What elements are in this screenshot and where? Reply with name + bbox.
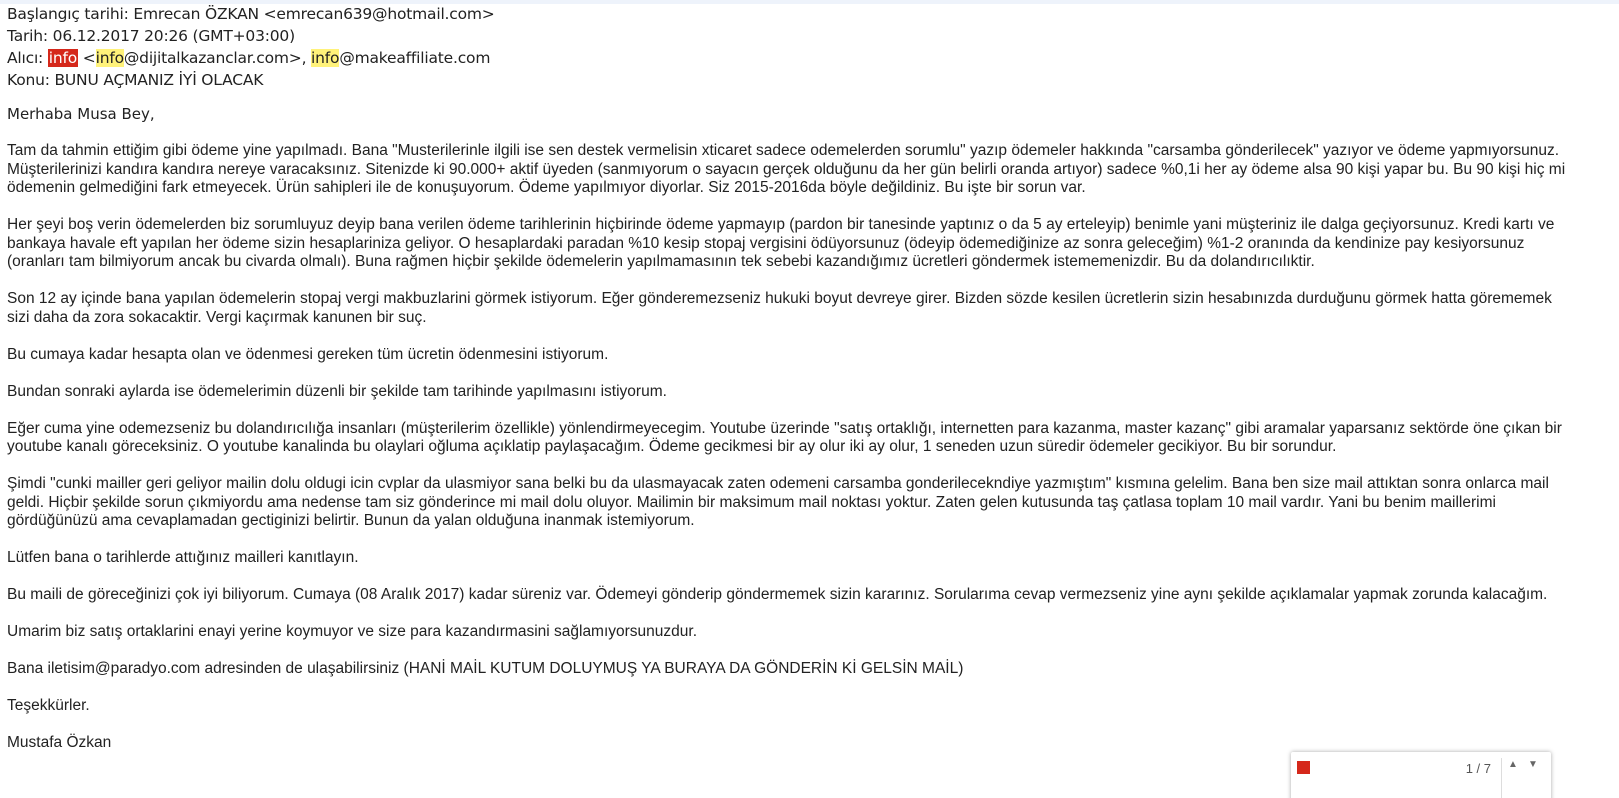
signature: Mustafa Özkan [7,734,112,751]
paragraph: Son 12 ay içinde bana yapılan ödemelerin stopaj vergi makbuzlarini görmek istiyorum. Eğer gönderemezseniz hukuki boyut devreye girer. Bizden sözde kesilen ücretlerin sizin hesabınızda durduğunu görmek hatta görememek sizi daha da zora sokacaktir. Vergi kaçırmak kanunen bir suç. [7,290,1552,326]
search-highlight: info [311,49,340,67]
to-prefix: Alıcı: [7,49,48,67]
paragraph: Her şeyi boş verin ödemelerden biz sorumluyuz deyip bana verilen ödeme tarihlerinin hiçbirinde ödeme yapmayıp (pardon bir tanesinde yaptınız o da 5 ay erteleyip) benimle yani müşteriniz ile dalga geçiyorsunuz. Kredi kartı ve bankaya havale eft yapılan her ödeme sizin hesaplariniza geliyor. O hesaplardaki paradan %10 kesip stopaj vergisini ödüyorsunuz (ödeyip ödemediğinize az sonra geleceğim) %1-2 oranında da kendinize pay kesiyorsunuz (oranları tam bilmiyorum ancak bu civarda olmalı). Buna rağmen hiçbir şekilde ödemelerin yapılmamasının tek sebebi kazandığımız ücretleri göndermek istememenizdir. Bu da dolandırıcılıktir. [7,216,1555,270]
paragraph: Umarim biz satış ortaklarini enayi yerine koymuyor ve size para kazandırmasini sağlamıyorsunuzdur. [7,623,698,640]
closing: Teşekkürler. [7,697,90,714]
paragraph: Lütfen bana o tarihlerde attığınız mailleri kanıtlayın. [7,549,359,566]
paragraph: Bana iletisim@paradyo.com adresinden de ulaşabilirsiniz (HANİ MAİL KUTUM DOLUYMUŞ YA BURAYA DA GÖNDERİN Kİ GELSİN MAİL) [7,660,964,677]
paragraph: Bu maili de göreceğinizi çok iyi biliyorum. Cumaya (08 Aralık 2017) kadar süreniz var. Ödemeyi gönderip göndermemek sizin kararınız. Sorularıma cevap vermezseniz yine aynı şekilde açıklamalar yapmak zorunda kalacağım. [7,586,1548,603]
paragraph: Bu cumaya kadar hesapta olan ve ödenmesi gereken tüm ücretin ödenmesini istiyorum. [7,345,609,363]
paragraph: Bundan sonraki aylarda ise ödemelerimin düzenli bir şekilde tam tarihinde yapılmasını istiyorum. [7,382,667,400]
search-highlight-current: info [48,49,78,67]
find-match-count: 1 / 7 [1465,761,1491,776]
to-line [7,47,495,69]
subject-line: Konu: BUNU AÇMANIZ İYİ OLACAK [7,71,264,89]
from-line: Başlangıç tarihi: Emrecan ÖZKAN <emrecan639@hotmail.com> [7,5,495,23]
paragraph: Eğer cuma yine odemezseniz bu dolandırıcılığa insanları (müşterilerim özellikle) yönlendirmeyecegim. Youtube üzerinde "satış ortaklığı, internetten para kazanma, master kazanç" gibi aramalar yaparsanız sektörde öne çıkan bir youtube kanalı göreceksiniz. O youtube kanalinda bu olaylari oğluma açıklatip paylaşacağım. Ödeme gecikmesi bir ay olur iki ay olur, 1 seneden uzun süredir ödemeler gecikiyor. Bu bir sorundur. [7,419,1562,455]
paragraph: Şimdi "cunki mailler geri geliyor mailin dolu oldugi icin cvplar da ulasmiyor sana belki bu da ulasmayacak zaten odemeni carsamba gonderilecekndiye yazmıştım" kısmına gelelim. Bana ben size mail attıktan sonra onlarca mail geldi. Hiçbir şekilde sorun çıkmiyordu ama nedense tam siz gönderince mi mail dolu oluyor. Mailimin bir maksimum mail noktası yoktur. Zaten gelen kutusunda taş çatlasa toplam 10 mail vardır. Yani bu benim maillerimi gördüğünüzü ama cevaplamadan gectiginizi belirtir. Bunun da yalan olduğuna inanmak istemiyorum. [7,475,1549,529]
search-highlight: info [95,49,124,67]
greeting: Merhaba Musa Bey, [7,105,155,123]
paragraph: Tam da tahmin ettiğim gibi ödeme yine yapılmadı. Bana "Musterilerinle ilgili ise sen destek vermelisin xticaret sadece odemelerden sorumlu" yazıp ödemeler hakkında "carsamba gönderilecek" yazıyor ve ödeme yapmıyorsunuz. Müşterilerinizi kandıra kandıra nereye varacaksınız. Sitenizde ki 90.000+ aktif üyeden (sanmıyorum o sayacın gerçek olduğunu da her gün belirli oranda artıyor) sadece %0,1i her ay ödeme alsa 90 kişi yapar bu. Bu 90 kişi hiç mi ödemenin gelmediğini fark etmeyecek. Ürün sahipleri ile de konuşuyorum. Ödeme yapılmıyor diyorlar. Siz 2015-2016da böyle değildiniz. Bu işte bir sorun var. [7,142,1566,196]
to-text: < [78,49,96,67]
find-divider [1501,758,1502,798]
highlight-swatch-icon [1297,761,1310,774]
email-body [7,105,1567,771]
to-text: @dijitalkazanclar.com>, [123,49,312,67]
to-text: @makeaffiliate.com [339,49,491,67]
chevron-down-icon[interactable]: ▼ [1528,759,1538,770]
email-header [7,3,495,91]
find-bar [1291,752,1551,798]
date-line: Tarih: 06.12.2017 20:26 (GMT+03:00) [7,27,295,45]
chevron-up-icon[interactable]: ▲ [1508,759,1518,770]
